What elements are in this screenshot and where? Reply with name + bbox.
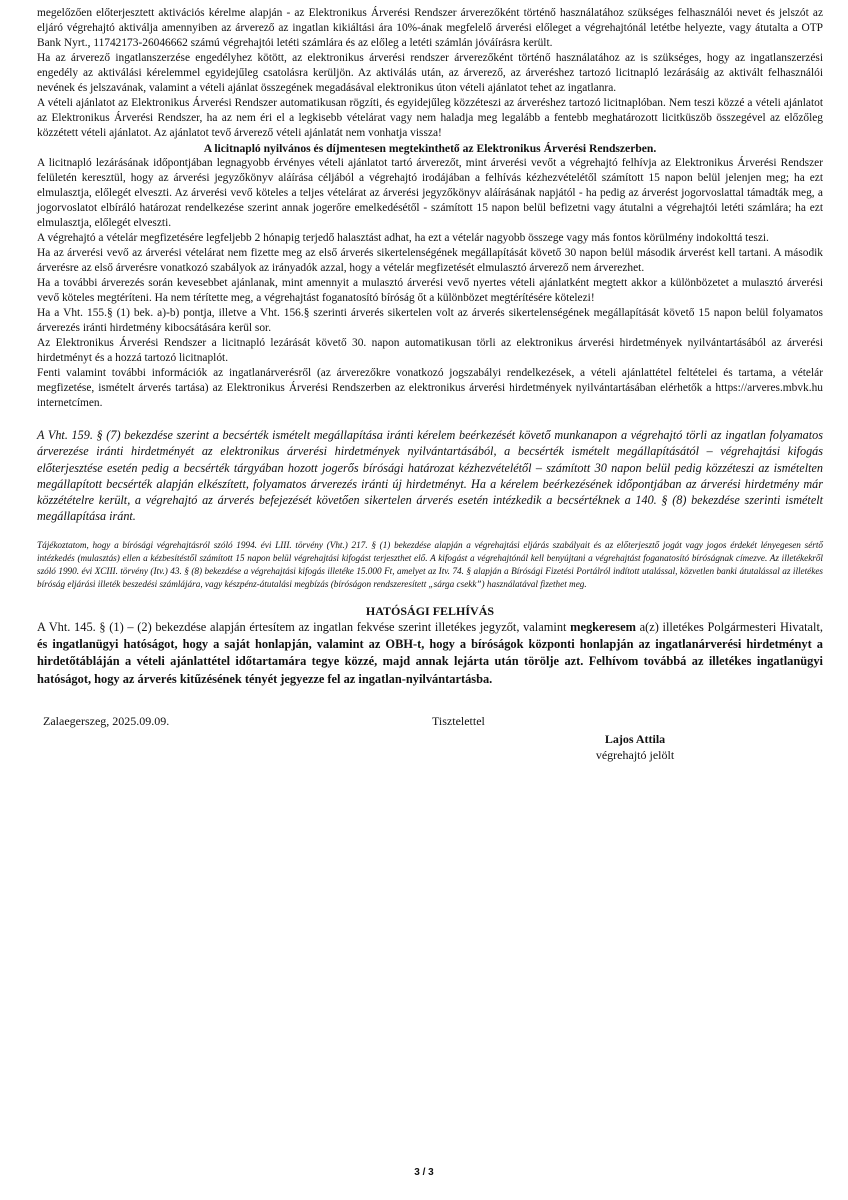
paragraph-more-info: Fenti valamint további információk az ingatlanárverésről (az árverezőkre vonatkozó jogszabályi rendelkezések, a vételi ajánlattétel feltételei és tartama, a vételár megfizetése, ismételt árverés tartása) az Elektronikus Árverési Rendszerben az elektronikus árverési hirdetmények nyilvántartásában elérhetők a https://arveres.mbvk.hu internetcímen. bbox=[37, 367, 823, 409]
paragraph-permit: Ha az árverező ingatlanszerzése engedélyhez kötött, az elektronikus árverési rendszer árverezőként történő használatához az is szükséges, hogy az ingatlanszerzési engedély az aktiválási kérelemmel egyidejűleg csatolásra kerüljön. Az aktiválás után, az árverező, az árveréshez tartozó licitnapló lezárásáig az aktivált felhasználói nevének és jelszavának, valamint a vételi ajánlat összegének megadásával elektronikus úton vételi ajánlatot tehet az ingatlanra. bbox=[37, 52, 823, 94]
paragraph-second-auction: Ha az árverési vevő az árverési vételárat nem fizette meg az első árverés sikertelenségének megállapítását követő 30 napon belül második árverést kell tartani. A második árverésre az első árverésre vonatkozó szabályok az irányadók azzal, hogy a vételár megfizetését elmulasztó árverező nem árverezhet. bbox=[37, 247, 823, 274]
greeting: Tisztelettel bbox=[432, 714, 485, 729]
signature-block bbox=[37, 714, 823, 774]
paragraph-activation: megelőzően előterjesztett aktivációs kérelme alapján - az Elektronikus Árverési Rendszer árverezőként történő használatához szükséges felhasználói nevet és jelszót az eljáró végrehajtó aktiválja amennyiben az árverező az ingatlan kikiáltási ára 10%-ának megfelelő árverési előleget a végrehajtónál letétbe helyezte, vagy átutalta a OTP Bank Nyrt., 11742173-26046662 számú végrehajtói letéti számlára és az előleg a letéti számlán jóváírásra került. bbox=[37, 7, 823, 49]
signer-name: Lajos Attila bbox=[604, 732, 666, 747]
paragraph-deferral: A végrehajtó a vételár megfizetésére legfeljebb 2 hónapig terjedő halasztást adhat, ha ezt a vételár nagyobb összege vagy más fontos körülmény indokolttá teszi. bbox=[37, 232, 769, 244]
signer-title: végrehajtó jelölt bbox=[595, 748, 675, 763]
small-notice: Tájékoztatom, hogy a bírósági végrehajtásról szóló 1994. évi LIII. törvény (Vht.) 217. § (1) bekezdése alapján a végrehajtási eljárás szabályait és az előterjesztő jogát vagy jogos érdekét lényegesen sértő intézkedés (mulasztás) ellen a kézbesítéstől számított 15 napon belül végrehajtási kifogást terjeszthet elő. A kifogást a végrehajtónál kell benyújtani a végrehajtást foganatosító bíróságnak címezve. Az illetékekről szóló 1990. évi XCIII. törvény (Itv.) 43. § (8) bekezdése a végrehajtási kifogás illetéke 15.000 Ft, amelyet az Itv. 74. § alapján a Bírósági Fizetési Portálról indított utalással, közvetlen banki átutalással az illetékes bíróság eljárási illeték beszedési számlájára, vagy készpénz-átutalási megbízás (bíróságon rendszeresített „sárga csekk”) használatával fizethet meg. bbox=[37, 539, 823, 590]
licitnaplo-notice: A licitnapló nyilvános és díjmentesen megtekinthető az Elektronikus Árverési Rendszerben. bbox=[203, 142, 657, 155]
felhivas-part4: és ingatlanügyi hatóságot, hogy a saját honlapján, valamint az OBH-t, hogy a bíróságok központi honlapján az ingatlanárverési hirdetményt a hirdetőtábláján a vételi ajánlattétel időtartamára tegye közzé, majd annak lejárta után törölje azt. Felhívom továbbá az illetékes ingatlanügyi hatóságot, hogy az árverés kitűzésének tényét jegyezze fel az ingatlan-nyilvántartásba. bbox=[37, 637, 823, 686]
paragraph-bid-recording: A vételi ajánlatot az Elektronikus Árverési Rendszer automatikusan rögzíti, és egyidejűleg közzéteszi az árveréshez tartozó licitnaplóban. Nem teszi közzé a vételi ajánlatot az Elektronikus Árverési Rendszer, ha az nem éri el a legkisebb vételárat vagy nem haladja meg legalább a fentebb meghatározott licitküszöb összegével az előzőleg közzétett vételi ajánlatot. Az ajánlatot tevő árverező vételi ajánlatát nem vonhatja vissza! bbox=[37, 97, 823, 139]
paragraph-difference: Ha a további árverezés során kevesebbet ajánlanak, mint amennyit a mulasztó árverési vevő nyertes vételi ajánlatként megtett akkor a különbözetet a mulasztó árverési vevő köteles megtéríteni. Ha nem térítette meg, a végrehajtást foganatosító bíróság őt a különbözet megtérítésére kötelezi! bbox=[37, 277, 823, 304]
paragraph-buyer-obligations: A licitnapló lezárásának időpontjában legnagyobb érvényes vételi ajánlatot tartó árverezőt, mint árverési vevőt a végrehajtó felhívja az Elektronikus Árverési Rendszer felületén keresztül, hogy az árverési jegyzőkönyv aláírása céljából a végrehajtó irodájában a felhívás kézhezvételétől számított 15 napon belül jelenjen meg; ha ezt elmulasztja, előlegét elveszti. Az árverési vevő köteles a teljes vételárat az árverési jegyzőkönyv aláírásának napjától - ha pedig az árverést jogorvoslattal támadták meg, a jogorvoslatot elbíráló határozat rendelkezése szerint annak jogerőre emelkedésétől - számított 15 napon belül befizetni vagy átutalni a végrehajtói letéti számlára; ha ezt elmulasztja, előlegét elveszti. bbox=[37, 157, 823, 229]
felhivas-text bbox=[37, 619, 823, 689]
felhivas-part2: megkeresem bbox=[570, 619, 636, 634]
paragraph-continuous-auction: Ha a Vht. 155.§ (1) bek. a)-b) pontja, illetve a Vht. 156.§ szerinti árverés sikertelen volt az árverés sikertelenségének megállapítását követő 15 napon belül folyamatos árverezés iránti hirdetmény kibocsátására kerül sor. bbox=[37, 307, 823, 334]
page-number: 3 / 3 bbox=[414, 1167, 434, 1178]
felhivas-part3: a(z) illetékes Polgármesteri Hivatalt, bbox=[635, 619, 823, 634]
place-date: Zalaegerszeg, 2025.09.09. bbox=[43, 714, 170, 729]
document-page bbox=[37, 6, 823, 774]
felhivas-heading: HATÓSÁGI FELHÍVÁS bbox=[365, 603, 495, 618]
felhivas-part1: A Vht. 145. § (1) – (2) bekezdése alapján értesítem az ingatlan fekvése szerint illetékes jegyzőt, valamint bbox=[37, 619, 571, 634]
italic-notice: A Vht. 159. § (7) bekezdése szerint a becsérték ismételt megállapítása iránti kérelem beérkezését követő munkanapon a végrehajtó törli az ingatlan folyamatos árverezése iránti hirdetményét az elektronikus árverési hirdetmények nyilvántartásából, a becsérték ismételt megállapításától – végrehajtási kifogás előterjesztése esetén pedig a becsérték tárgyában hozott jogerős bírósági határozat kézhezvételétől – számított 30 napon belül pedig közzéteszi az ismételten megállapított becsérték alapján elkészített, folyamatos árverezés iránti új hirdetményt. Ha a kérelem beérkezésének időpontjában az árverési hirdetmény már közzétételre került, a végrehajtó az árverés befejezését követően sikertelen árverés esetén intézkedik a becsértéknek a 140. § (8) bekezdése szerinti ismételt megállapítása iránt. bbox=[37, 428, 823, 524]
paragraph-deletion: Az Elektronikus Árverési Rendszer a licitnapló lezárását követő 30. napon automatikusan törli az elektronikus árverési hirdetmények nyilvántartásából az árverési hirdetményt és a hozzá tartozó licitnaplót. bbox=[37, 337, 823, 364]
